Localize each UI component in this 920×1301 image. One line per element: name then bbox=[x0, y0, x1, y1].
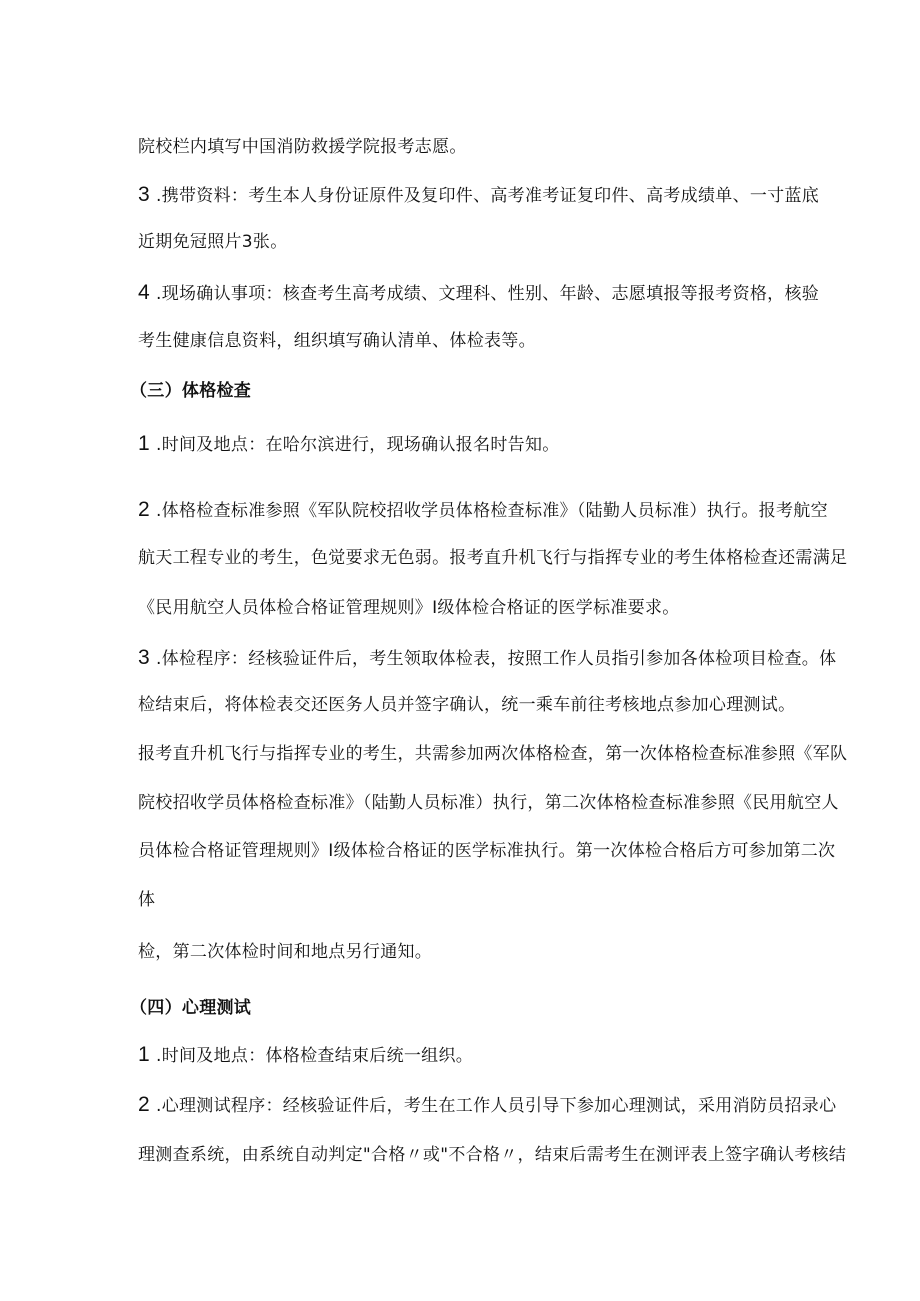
list-item-1-time-place bbox=[138, 432, 560, 457]
paragraph-line bbox=[138, 791, 839, 815]
text: .携带资料：考生本人身份证原件及复印件、高考准考证复印件、高考成绩单、一寸蓝底 bbox=[155, 186, 820, 206]
item-number: 2 bbox=[138, 498, 150, 521]
list-item-4-onsite-confirmation bbox=[138, 281, 819, 306]
list-item-2-exam-standard bbox=[138, 498, 828, 523]
list-item-2-psych-procedure bbox=[138, 1093, 836, 1118]
item-number: 1 bbox=[138, 432, 150, 455]
text: 《民用航空人员体检合格证管理规则》I级体检合格证的医学标准要求。 bbox=[138, 598, 680, 618]
text: 院校栏内填写中国消防救援学院报考志愿。 bbox=[138, 137, 467, 157]
item-number: 3 bbox=[138, 183, 150, 206]
text: 考生健康信息资料，组织填写确认清单、体检表等。 bbox=[138, 331, 536, 351]
list-item-3-exam-procedure bbox=[138, 646, 836, 671]
text: .体格检查标准参照《军队院校招收学员体格检查标准》（陆勤人员标准）执行。报考航空 bbox=[155, 501, 828, 521]
item-number: 4 bbox=[138, 281, 150, 304]
text: 院校招收学员体格检查标准》（陆勤人员标准）执行，第二次体格检查标准参照《民用航空人 bbox=[138, 793, 839, 813]
text: 检结束后，将体检表交还医务人员并签字确认，统一乘车前往考核地点参加心理测试。 bbox=[138, 695, 796, 715]
paragraph-line bbox=[138, 230, 288, 254]
paragraph-line bbox=[138, 135, 467, 159]
text: .体检程序：经核验证件后，考生领取体检表，按照工作人员指引参加各体检项目检查。体 bbox=[155, 649, 837, 669]
item-number: 1 bbox=[138, 1043, 150, 1066]
section-heading-psych-test bbox=[130, 996, 251, 1020]
item-number: 2 bbox=[138, 1093, 150, 1116]
paragraph-line bbox=[138, 940, 432, 964]
text: .心理测试程序：经核验证件后，考生在工作人员引导下参加心理测试，采用消防员招录心 bbox=[155, 1096, 837, 1116]
paragraph-line bbox=[138, 596, 680, 620]
text: .现场确认事项：核查考生高考成绩、文理科、性别、年龄、志愿填报等报考资格，核验 bbox=[155, 284, 820, 304]
heading-text: （三）体格检查 bbox=[130, 381, 252, 401]
paragraph-line bbox=[138, 1143, 846, 1167]
paragraph-line bbox=[138, 839, 835, 863]
text: 体 bbox=[138, 890, 156, 910]
heading-text: （四）心理测试 bbox=[130, 998, 252, 1018]
item-number: 3 bbox=[138, 646, 150, 669]
paragraph-line bbox=[138, 693, 795, 717]
text: 航天工程专业的考生，色觉要求无色弱。报考直升机飞行与指挥专业的考生体格检查还需满足 bbox=[138, 548, 848, 568]
list-item-3-materials bbox=[138, 183, 819, 208]
text: 近期免冠照片3张。 bbox=[138, 232, 288, 252]
paragraph-line bbox=[138, 888, 155, 912]
list-item-1-time-place bbox=[138, 1043, 473, 1068]
text: 员体检合格证管理规则》I级体检合格证的医学标准执行。第一次体检合格后方可参加第二次 bbox=[138, 841, 836, 861]
section-heading-physical-exam bbox=[130, 379, 251, 403]
text: .时间及地点：在哈尔滨进行，现场确认报名时告知。 bbox=[155, 435, 560, 455]
text: 理测查系统，由系统自动判定"合格〃或"不合格〃，结束后需考生在测评表上签字确认考核结 bbox=[138, 1145, 847, 1165]
paragraph-line bbox=[138, 329, 536, 353]
text: .时间及地点：体格检查结束后统一组织。 bbox=[155, 1046, 474, 1066]
text: 检，第二次体检时间和地点另行通知。 bbox=[138, 942, 433, 962]
paragraph-line bbox=[138, 546, 847, 570]
text: 报考直升机飞行与指挥专业的考生，共需参加两次体格检查，第一次体格检查标准参照《军队 bbox=[138, 744, 848, 764]
paragraph-line bbox=[138, 742, 847, 766]
